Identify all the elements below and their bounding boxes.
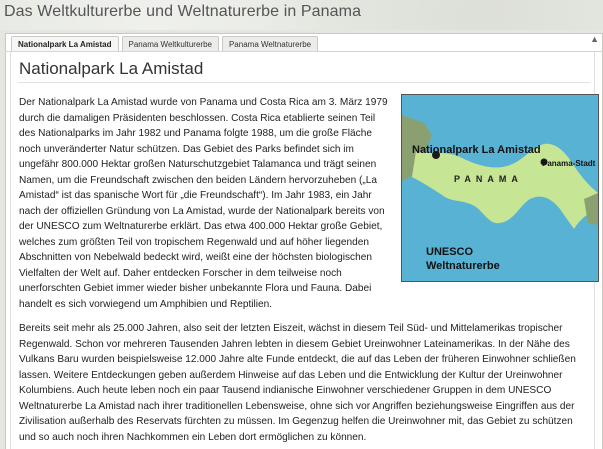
heading-divider (18, 82, 590, 83)
tab-panama-weltnaturerbe[interactable]: Panama Weltnaturerbe (222, 36, 318, 52)
tab-bar (11, 36, 321, 52)
panama-map-svg (402, 95, 598, 281)
content-panel (5, 33, 603, 449)
tab-nationalpark-la-amistad[interactable]: Nationalpark La Amistad (11, 36, 119, 52)
history-paragraph: Bereits seit mehr als 25.000 Jahren, also seit der letzten Eiszeit, wächst in diesem Teil Süd- und Mittelamerikas tropischer Regenwald. Schon vor mehreren Tausenden Jahren lebten in diesem Gebiet Ureinwohner Lateinamerikas. In der Nähe des Vulkans Baru wurden beispielsweise 12.000 Jahre alte Funde entdeckt, die auf das Leben der früheren Einwohner schließen lassen. Weitere Entdeckungen geben außerdem Hinweise auf das Leben und die Entwicklung der Kultur der Ureinwohner Kolumbiens. Auch heute leben noch ein paar Tausend indianische Einwohner verschiedener Gruppen in dem UNESCO Weltnaturerbe La Amistad nach ihrer traditionellen Lebensweise, ohne sich vor Angriffen beziehungsweise Eingriffen aus der Zivilisation außerhalb des Reservats fürchten zu müssen. Im Gegenzug helfen die Ureinwohner mit, das Gebiet zu schützen und so auch noch ihren Nachkommen ein Leben dort ermöglichen zu können. (19, 323, 576, 443)
map-park-label: Nationalpark La Amistad (412, 144, 541, 156)
map-caption-line1: UNESCO (426, 246, 474, 258)
intro-paragraph: Der Nationalpark La Amistad wurde von Panama und Costa Rica am 3. März 1979 durch die damaligen Präsidenten beschlossen. Costa Rica etablierte seinen Teil des Nationalparks im Jahr 1982 und Panama folgte 1988, um die große Fläche noch unveränderter Natur schützen. Das Gebiet des Parks befindet sich im ungefähr 800.000 Hektar großen Naturschutzgebiet Talamanca und trägt seinen Namen, um die Freundschaft zwischen den beiden Ländern hervorzuheben („La Amistad“ ist das spanische Wort für „die Freundschaft“). Im Jahr 1983, ein Jahr nach der offiziellen Gründung von La Amistad, wurde der Nationalpark bereits von der UNESCO zum Weltnaturerbe erklärt. Das etwa 400.000 Hektar große Gebiet, welches zum größten Teil von tropischem Regenwald und auf höher liegenden Abschnitten von Nebelwald bedeckt wird, weißt eine der höchsten biologischen Vielfalten der Welt auf. Daher entdecken Forscher in dem teilweise noch unerforschten Gebiet immer wieder bisher unbekannte Flora und Fauna. Dabei handelt es sich vorwiegend um Amphibien und Reptilien. (19, 97, 388, 310)
site-title: Das Weltkulturerbe und Weltnaturerbe in Panama (4, 3, 362, 20)
scroll-up-icon[interactable]: ▲ (590, 34, 599, 44)
site-header (0, 0, 603, 30)
panama-map (401, 94, 599, 282)
map-country-label: PANAMA (454, 174, 523, 184)
tab-panama-weltkulturerbe[interactable]: Panama Weltkulturerbe (122, 36, 219, 52)
map-city-label: Panama-Stadt (542, 159, 596, 168)
page-title: Nationalpark La Amistad (19, 59, 204, 78)
map-caption-line2: Weltnaturerbe (426, 260, 500, 272)
